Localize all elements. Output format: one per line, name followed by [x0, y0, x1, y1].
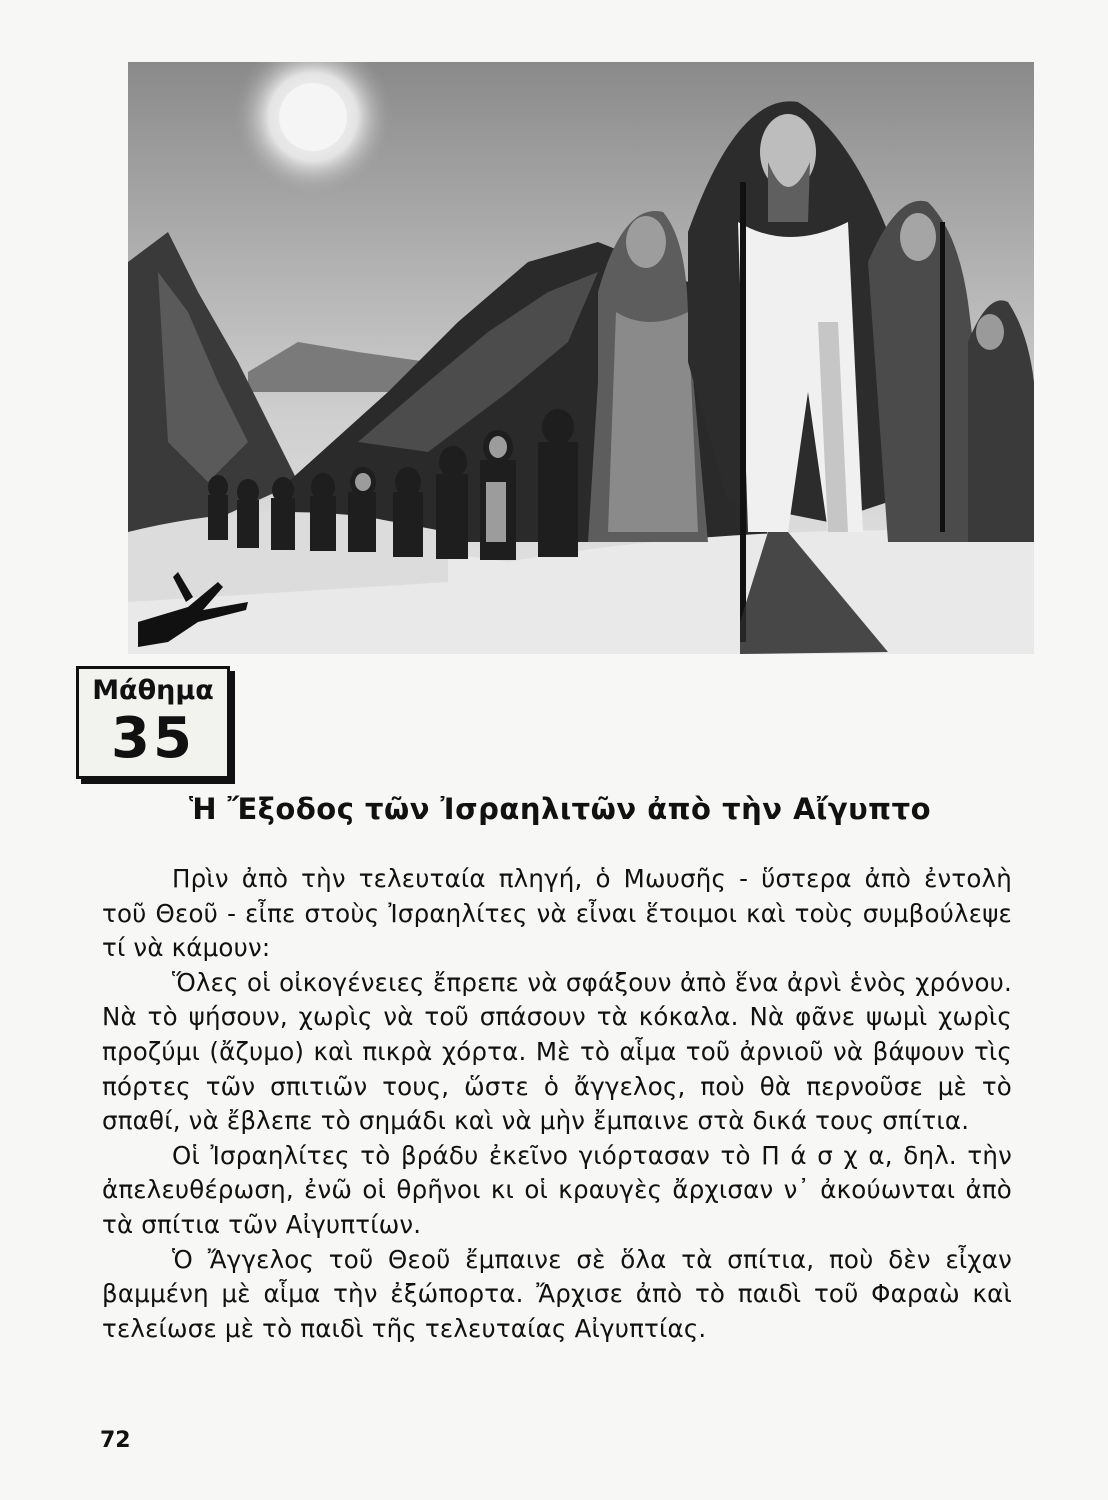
lesson-title: Ἡ Ἔξοδος τῶν Ἰσραηλιτῶν ἀπὸ τὴν Αἴγυπτο: [188, 792, 932, 826]
lesson-body: [102, 862, 1012, 1346]
lesson-number: 35: [111, 706, 195, 771]
exodus-illustration: [128, 62, 1034, 654]
paragraph-3: Οἱ Ἰσραηλίτες τὸ βράδυ ἐκεῖνο γιόρτασαν τὸ Π ά σ χ α, δηλ. τὴν ἀπελευθέρωση, ἐνῶ οἱ θρῆνοι κι οἱ κραυγὲς ἄρχισαν ν᾽ ἀκούωνται ἀπὸ τὰ σπίτια τῶν Αἰγυπτίων.: [102, 1140, 1012, 1239]
exodus-illustration-icon: [128, 62, 1034, 654]
paragraph-2: Ὅλες οἱ οἰκογένειες ἔπρεπε νὰ σφάξουν ἀπὸ ἕνα ἀρνὶ ἑνὸς χρόνου. Νὰ τὸ ψήσουν, χωρὶς νὰ τοῦ σπάσουν τὰ κόκαλα. Νὰ φᾶνε ψωμὶ χωρὶς προζύμι (ἄζυμο) καὶ πικρὰ χόρτα. Μὲ τὸ αἷμα τοῦ ἀρνιοῦ νὰ βάψουν τὶς πόρτες τῶν σπιτιῶν τους, ὥστε ὁ ἄγγελος, ποὺ θὰ περνοῦσε μὲ τὸ σπαθί, νὰ ἔβλεπε τὸ σημάδι καὶ νὰ μὴν ἔμπαινε στὰ δικά τους σπίτια.: [102, 967, 1012, 1136]
page-number: 72: [100, 1428, 131, 1453]
paragraph-4: Ὁ Ἄγγελος τοῦ Θεοῦ ἔμπαινε σὲ ὅλα τὰ σπίτια, ποὺ δὲν εἶχαν βαμμένη μὲ αἷμα τὴν ἐξώπορτα. Ἄρχισε ἀπὸ τὸ παιδὶ τοῦ Φαραὼ καὶ τελείωσε μὲ τὸ παιδὶ τῆς τελευταίας Αἰγυπτίας.: [102, 1244, 1012, 1343]
lesson-label: Μάθημα: [92, 675, 214, 706]
paragraph-1: Πρὶν ἀπὸ τὴν τελευταία πληγή, ὁ Μωυσῆς - ὕστερα ἀπὸ ἐντολὴ τοῦ Θεοῦ - εἶπε στοὺς Ἰσραηλίτες νὰ εἶναι ἕτοιμοι καὶ τοὺς συμβούλεψε τί νὰ κάμουν:: [102, 864, 1012, 963]
lesson-number-box: [76, 666, 230, 779]
